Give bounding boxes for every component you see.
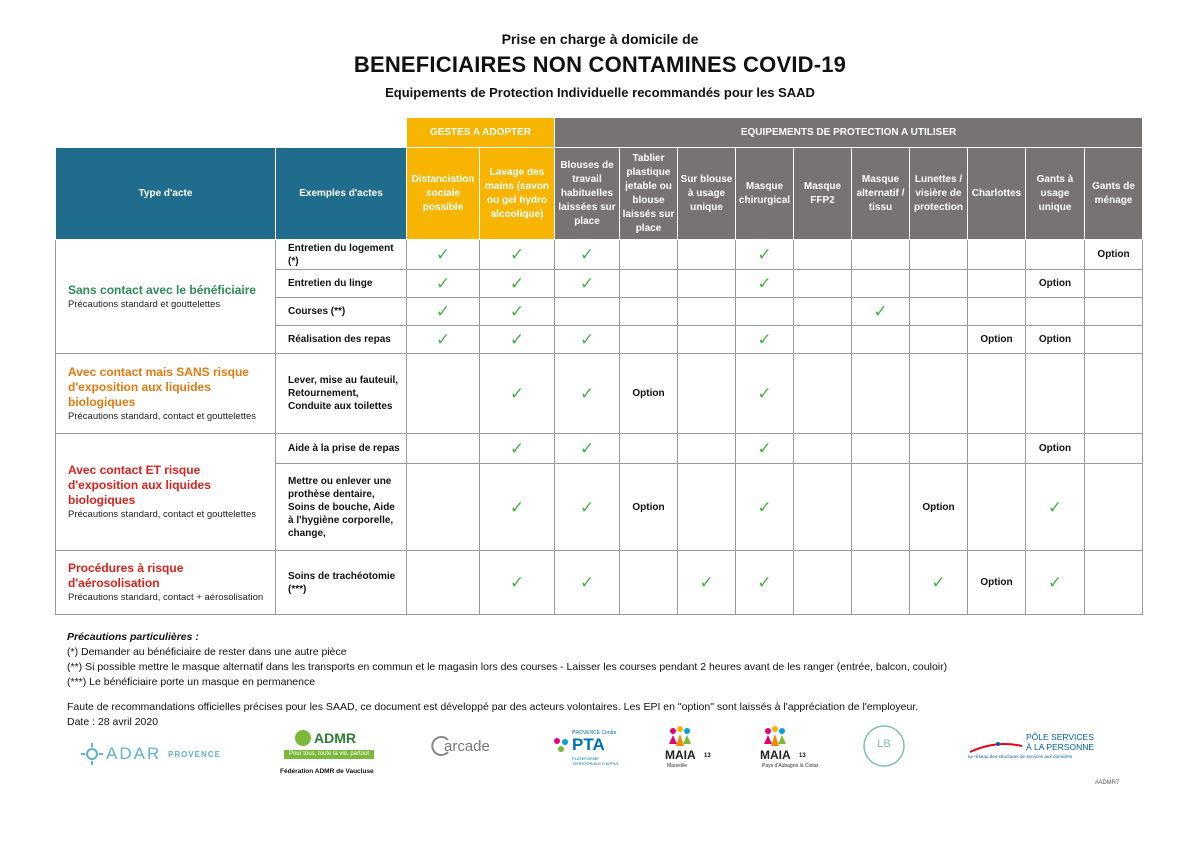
empty-cell xyxy=(794,434,852,464)
empty-cell xyxy=(678,434,736,464)
empty-cell xyxy=(910,298,968,326)
example-cell: Lever, mise au fauteuil, Retournement, Conduite aux toilettes xyxy=(276,354,407,434)
empty-cell xyxy=(678,464,736,551)
empty-cell xyxy=(968,354,1026,434)
empty-cell xyxy=(407,551,480,615)
empty-cell xyxy=(1085,434,1143,464)
psp-line2: À LA PERSONNE xyxy=(1026,742,1095,752)
empty-cell xyxy=(620,326,678,354)
column-header: Tablier plastique jetable ou blouse laissés sur place xyxy=(620,148,678,240)
empty-cell xyxy=(910,240,968,270)
check-cell xyxy=(480,240,555,270)
notes xyxy=(67,630,1147,690)
empty-cell xyxy=(910,270,968,298)
check-cell xyxy=(736,326,794,354)
psp-sub: Le réseau des structures de services aux domiciles xyxy=(968,754,1073,759)
check-cell xyxy=(736,551,794,615)
category-cell xyxy=(56,551,276,615)
check-icon: ✓ xyxy=(509,274,525,293)
empty-cell xyxy=(852,354,910,434)
check-cell xyxy=(555,326,620,354)
empty-cell xyxy=(968,464,1026,551)
empty-cell xyxy=(794,354,852,434)
check-cell xyxy=(1026,551,1085,615)
check-cell xyxy=(555,270,620,298)
subtitle: Equipements de Protection Individuelle recommandés pour les SAAD xyxy=(385,85,815,100)
gestes-header: GESTES A ADOPTER xyxy=(407,118,555,148)
check-cell xyxy=(555,434,620,464)
column-header: Gants de ménage xyxy=(1085,148,1143,240)
table-row xyxy=(56,354,1143,434)
check-cell xyxy=(480,354,555,434)
empty-cell xyxy=(794,326,852,354)
footer-text: Faute de recommandations officielles précises pour les SAAD, ce document est développé par des acteurs volontaires. Les EPI en "option" sont laissés à l'appréciation de l'employeur. xyxy=(67,701,919,713)
pole-services-logo xyxy=(968,732,1098,772)
check-icon: ✓ xyxy=(509,330,525,349)
empty-cell xyxy=(968,298,1026,326)
pta-small: PROVENCE Centre xyxy=(572,730,617,736)
check-icon: ✓ xyxy=(1047,497,1063,517)
empty-cell xyxy=(852,434,910,464)
pta-name: PTA xyxy=(572,735,605,754)
maia-marseille-logo xyxy=(665,726,725,776)
check-cell xyxy=(407,270,480,298)
check-cell xyxy=(555,464,620,551)
category-title: Procédures à risque d'aérosolisation xyxy=(68,561,184,590)
option-cell: Option xyxy=(1026,434,1085,464)
option-cell: Option xyxy=(1026,326,1085,354)
column-header: Distanciation sociale possible xyxy=(407,148,480,240)
empty-cell xyxy=(620,240,678,270)
column-header: Gants à usage unique xyxy=(1026,148,1085,240)
check-cell xyxy=(736,434,794,464)
check-icon: ✓ xyxy=(435,302,451,321)
option-cell: Option xyxy=(1085,240,1143,270)
empty-cell xyxy=(1085,354,1143,434)
check-icon: ✓ xyxy=(873,302,888,321)
check-icon: ✓ xyxy=(699,573,714,592)
empty-cell xyxy=(620,551,678,615)
option-cell: Option xyxy=(620,464,678,551)
check-cell xyxy=(480,464,555,551)
category-subtitle: Précautions standard, contact + aérosolisation xyxy=(68,592,264,603)
check-cell xyxy=(910,551,968,615)
empty-cell xyxy=(620,270,678,298)
arcade-name: arcade xyxy=(444,738,490,755)
check-icon: ✓ xyxy=(1047,573,1063,592)
option-cell: Option xyxy=(620,354,678,434)
empty-cell xyxy=(678,240,736,270)
circle-logo xyxy=(862,724,906,768)
check-cell xyxy=(736,354,794,434)
type-acte-header: Type d'acte xyxy=(56,148,276,240)
empty-cell xyxy=(794,240,852,270)
empty-cell xyxy=(852,240,910,270)
pta-logo xyxy=(552,730,622,770)
reference: #ADMR7 xyxy=(1095,780,1120,786)
empty-cell xyxy=(794,298,852,326)
option-cell: Option xyxy=(1026,270,1085,298)
check-icon: ✓ xyxy=(757,330,772,349)
maia2-sub: Pays d'Aubagne la Ciotat xyxy=(762,763,818,769)
category-cell xyxy=(56,354,276,434)
check-cell xyxy=(555,551,620,615)
main-title: BENEFICIAIRES NON CONTAMINES COVID-19 xyxy=(353,52,847,77)
exemples-header: Exemples d'actes xyxy=(276,148,407,240)
check-cell xyxy=(852,298,910,326)
psp-line1: PÔLE SERVICES xyxy=(1026,732,1094,742)
maia1-sub: Marseille xyxy=(667,763,688,769)
check-icon: ✓ xyxy=(579,245,595,264)
check-icon: ✓ xyxy=(509,384,525,403)
equipements-header: EQUIPEMENTS DE PROTECTION A UTILISER xyxy=(555,118,1143,148)
sun-icon xyxy=(80,742,104,766)
check-icon: ✓ xyxy=(579,439,595,458)
empty-cell xyxy=(407,434,480,464)
check-icon: ✓ xyxy=(435,274,451,293)
check-cell xyxy=(678,551,736,615)
empty-cell xyxy=(794,551,852,615)
column-header: Masque alternatif / tissu xyxy=(852,148,910,240)
check-icon: ✓ xyxy=(509,302,525,321)
column-header: Charlottes xyxy=(968,148,1026,240)
option-cell: Option xyxy=(968,326,1026,354)
note-2: (**) Si possible mettre le masque alternatif dans les transports en commun et le magasin lors des courses - Laisser les courses pendant 2 heures avant de les ranger (entrée, balcon, couloir) xyxy=(67,661,948,673)
admr-logo xyxy=(280,724,395,794)
check-icon: ✓ xyxy=(435,245,451,264)
empty-cell xyxy=(736,298,794,326)
column-header: Masque FFP2 xyxy=(794,148,852,240)
check-cell xyxy=(736,464,794,551)
empty-cell xyxy=(852,551,910,615)
empty-cell xyxy=(1026,354,1085,434)
check-cell xyxy=(480,551,555,615)
column-header: Masque chirurgical xyxy=(736,148,794,240)
category-subtitle: Précautions standard, contact et gouttelettes xyxy=(68,509,257,520)
empty-cell xyxy=(1085,326,1143,354)
category-title: Avec contact mais SANS risque d'exposition aux liquides biologiques xyxy=(68,364,249,409)
example-cell: Réalisation des repas xyxy=(276,326,407,354)
check-icon: ✓ xyxy=(579,274,595,293)
empty-cell xyxy=(678,298,736,326)
empty-cell xyxy=(678,354,736,434)
empty-cell xyxy=(1085,464,1143,551)
empty-cell xyxy=(968,240,1026,270)
circle-text: LB xyxy=(877,738,891,750)
maia2-num: 13 xyxy=(799,753,806,759)
empty-cell xyxy=(678,326,736,354)
category-title: Avec contact ET risque d'exposition aux liquides biologiques xyxy=(68,463,211,507)
empty-cell xyxy=(794,464,852,551)
check-icon: ✓ xyxy=(579,573,595,592)
category-cell xyxy=(56,434,276,551)
check-cell xyxy=(555,354,620,434)
empty-cell xyxy=(852,270,910,298)
option-cell: Option xyxy=(968,551,1026,615)
adar-logo xyxy=(80,738,220,778)
check-cell xyxy=(407,298,480,326)
check-cell xyxy=(407,240,480,270)
category-title: Sans contact avec le bénéficiaire xyxy=(68,282,257,297)
note-3: (***) Le bénéficiaire porte un masque en permanence xyxy=(67,676,316,688)
empty-cell xyxy=(910,326,968,354)
check-icon: ✓ xyxy=(509,497,525,517)
option-cell: Option xyxy=(910,464,968,551)
epi-table xyxy=(55,117,1143,615)
check-icon: ✓ xyxy=(579,330,595,349)
empty-cell xyxy=(910,354,968,434)
swoosh-icon xyxy=(968,736,1024,756)
empty-cell xyxy=(1085,298,1143,326)
people-icon xyxy=(762,726,788,748)
check-cell xyxy=(1026,464,1085,551)
check-cell xyxy=(480,298,555,326)
empty-cell xyxy=(852,326,910,354)
check-icon: ✓ xyxy=(509,245,525,264)
table-row xyxy=(56,434,1143,464)
empty-cell xyxy=(968,434,1026,464)
notes-title: Précautions particulières : xyxy=(67,631,199,643)
check-icon: ✓ xyxy=(757,384,772,403)
check-cell xyxy=(480,326,555,354)
empty-cell xyxy=(1026,240,1085,270)
empty-cell xyxy=(910,434,968,464)
check-icon: ✓ xyxy=(509,573,525,592)
title-line1: Prise en charge à domicile de xyxy=(501,31,699,47)
check-cell xyxy=(736,240,794,270)
check-icon: ✓ xyxy=(757,245,772,264)
column-header: Lavage des mains (savon ou gel hydro alcoolique) xyxy=(480,148,555,240)
empty-cell xyxy=(1026,298,1085,326)
check-icon: ✓ xyxy=(931,573,946,592)
footer-date: Date : 28 avril 2020 xyxy=(67,716,159,728)
people-icon xyxy=(667,726,693,748)
check-cell xyxy=(480,434,555,464)
check-cell xyxy=(407,326,480,354)
admr-caption: Fédération ADMR de Vaucluse xyxy=(280,768,374,775)
empty-cell xyxy=(968,270,1026,298)
empty-cell xyxy=(620,298,678,326)
check-cell xyxy=(736,270,794,298)
admr-slogan: Pour tous, toute la vie, partout xyxy=(284,750,374,759)
check-icon: ✓ xyxy=(509,439,525,458)
admr-name: ADMR xyxy=(314,730,356,746)
example-cell: Entretien du linge xyxy=(276,270,407,298)
check-icon: ✓ xyxy=(757,497,772,517)
category-subtitle: Précautions standard et gouttelettes xyxy=(68,298,221,310)
check-icon: ✓ xyxy=(757,573,772,592)
check-icon: ✓ xyxy=(757,439,772,458)
arcade-logo xyxy=(430,734,510,764)
empty-cell xyxy=(794,270,852,298)
category-cell xyxy=(56,240,276,354)
check-cell xyxy=(555,240,620,270)
adar-name: ADAR xyxy=(106,744,162,763)
column-header: Lunettes / visière de protection xyxy=(910,148,968,240)
example-cell: Entretien du logement (*) xyxy=(276,240,407,270)
pta-sub: PLATEFORME TERRITORIALE D'APPUI xyxy=(572,756,618,766)
column-header: Blouses de travail habituelles laissées sur place xyxy=(555,148,620,240)
empty-cell xyxy=(407,464,480,551)
maia2-name: MAIA xyxy=(760,748,791,762)
maia-aubagne-logo xyxy=(760,726,840,776)
table-row xyxy=(56,240,1143,270)
check-icon: ✓ xyxy=(579,497,595,517)
check-icon: ✓ xyxy=(435,330,451,349)
category-subtitle: Précautions standard, contact et gouttelettes xyxy=(68,410,257,422)
check-icon: ✓ xyxy=(579,384,595,403)
empty-cell xyxy=(555,298,620,326)
example-cell: Aide à la prise de repas xyxy=(276,434,407,464)
example-cell: Soins de trachéotomie (***) xyxy=(276,551,407,615)
example-cell: Mettre ou enlever une prothèse dentaire, Soins de bouche, Aide à l'hygiène corporelle, change, xyxy=(276,464,407,551)
column-header: Sur blouse à usage unique xyxy=(678,148,736,240)
empty-cell xyxy=(620,434,678,464)
leaf-icon xyxy=(293,728,313,748)
example-cell: Courses (**) xyxy=(276,298,407,326)
adar-region: PROVENCE xyxy=(168,750,221,759)
network-icon xyxy=(552,736,570,754)
maia1-name: MAIA xyxy=(665,748,696,762)
empty-cell xyxy=(407,354,480,434)
empty-cell xyxy=(678,270,736,298)
empty-cell xyxy=(1085,551,1143,615)
check-cell xyxy=(480,270,555,298)
table-row xyxy=(56,551,1143,615)
note-1: (*) Demander au bénéficiaire de rester dans une autre pièce xyxy=(67,646,347,658)
maia1-num: 13 xyxy=(704,753,711,759)
check-icon: ✓ xyxy=(757,274,772,293)
empty-cell xyxy=(1085,270,1143,298)
partner-logos xyxy=(0,722,1200,792)
empty-cell xyxy=(852,464,910,551)
